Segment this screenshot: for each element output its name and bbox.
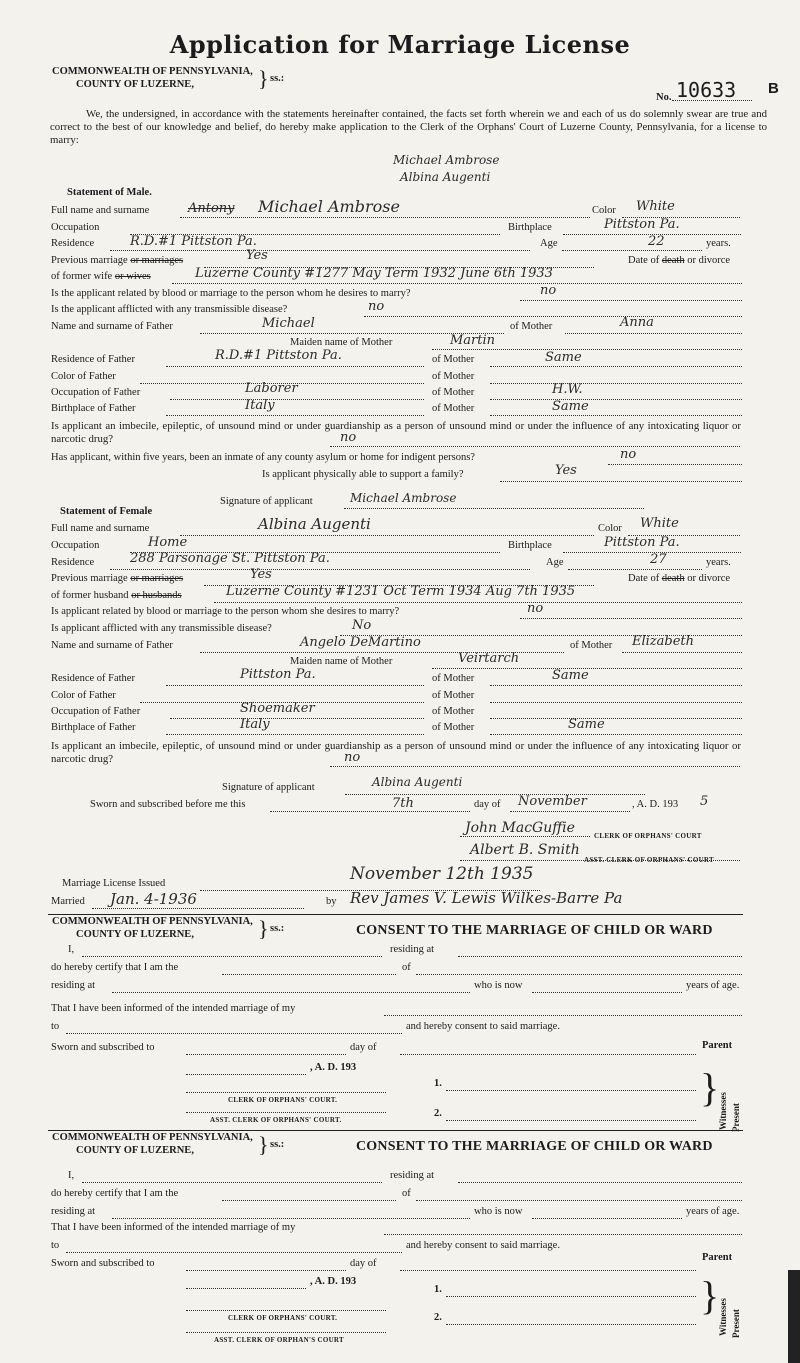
officiant-value: Rev James V. Lewis Wilkes-Barre Pa bbox=[350, 889, 623, 907]
consent2-sworn-label: Sworn and subscribed to bbox=[51, 1258, 155, 1269]
consent1-ad-label: , A. D. 193 bbox=[310, 1062, 357, 1073]
female-res-mother-value: Same bbox=[552, 668, 589, 683]
license-letter: B bbox=[768, 80, 779, 97]
male-father-name-label: Name and surname of Father bbox=[51, 321, 173, 332]
male-prev-marriage-label: Previous marriage or marriages bbox=[51, 255, 184, 266]
male-occ-father-value: Laborer bbox=[245, 381, 298, 396]
sworn-label: Sworn and subscribed before me this bbox=[90, 799, 246, 810]
consent2-witnesses-label: Witnesses bbox=[718, 1298, 728, 1336]
female-afflicted-value: No bbox=[352, 618, 372, 633]
male-imbecile-value: no bbox=[340, 430, 357, 445]
consent2-years-label: years of age. bbox=[686, 1206, 740, 1217]
female-maiden-value: Veirtarch bbox=[458, 651, 520, 666]
male-birth-mother-value: Same bbox=[552, 399, 589, 414]
female-res-mother-label: of Mother bbox=[432, 673, 475, 684]
male-prev-marriage-value: Yes bbox=[246, 248, 268, 263]
consent2-county: COUNTY OF LUZERNE, bbox=[76, 1145, 194, 1156]
consent1-to-label: to bbox=[51, 1021, 60, 1032]
consent1-clerk-label: CLERK OF ORPHANS' COURT. bbox=[228, 1096, 338, 1104]
consent2-of-label: of bbox=[402, 1188, 411, 1199]
clerk-label: CLERK OF ORPHANS' COURT bbox=[594, 832, 702, 840]
consent1-parent-label: Parent bbox=[702, 1040, 733, 1051]
male-res-mother-label: of Mother bbox=[432, 354, 475, 365]
female-birth-mother-label: of Mother bbox=[432, 722, 475, 733]
consent2-present-label: Present bbox=[731, 1309, 741, 1338]
female-related-value: no bbox=[527, 601, 544, 616]
county-label: COUNTY OF LUZERNE, bbox=[76, 79, 194, 90]
consent2-clerk-label: CLERK OF ORPHANS' COURT. bbox=[228, 1314, 338, 1322]
by-label: by bbox=[326, 896, 337, 907]
sworn-day-value: 7th bbox=[392, 796, 414, 811]
female-color-father-label: Color of Father bbox=[51, 690, 116, 701]
female-of-mother-label: of Mother bbox=[570, 640, 613, 651]
female-father-name-label: Name and surname of Father bbox=[51, 640, 173, 651]
female-occupation-value: Home bbox=[148, 535, 188, 550]
male-support-value: Yes bbox=[555, 463, 577, 478]
male-color-label: Color bbox=[592, 205, 616, 216]
male-full-name-struck: Antony bbox=[188, 201, 235, 216]
female-color-mother-label: of Mother bbox=[432, 690, 475, 701]
number-label: No. bbox=[656, 92, 672, 103]
female-heading: Statement of Female bbox=[60, 506, 153, 517]
asst-clerk-signature: Albert B. Smith bbox=[470, 842, 580, 858]
male-years-label: years. bbox=[706, 238, 731, 249]
female-res-father-label: Residence of Father bbox=[51, 673, 135, 684]
male-afflicted-value: no bbox=[368, 299, 385, 314]
female-maiden-label: Maiden name of Mother bbox=[290, 656, 393, 667]
male-maiden-label: Maiden name of Mother bbox=[290, 337, 393, 348]
male-related-value: no bbox=[540, 283, 557, 298]
female-residence-value: 288 Parsonage St. Pittston Pa. bbox=[130, 551, 330, 566]
consent2-certify-label: do hereby certify that I am the bbox=[51, 1188, 179, 1199]
male-color-mother-label: of Mother bbox=[432, 371, 475, 382]
male-birth-mother-label: of Mother bbox=[432, 403, 475, 414]
consent2-ad-label: , A. D. 193 bbox=[310, 1276, 357, 1287]
female-former-husband-label: of former husband or husbands bbox=[51, 590, 182, 601]
female-birth-mother-value: Same bbox=[568, 717, 605, 732]
consent2-n1: 1. bbox=[434, 1284, 442, 1295]
consent1-sworn-label: Sworn and subscribed to bbox=[51, 1042, 155, 1053]
male-age-value: 22 bbox=[648, 234, 665, 249]
male-birthplace-label: Birthplace bbox=[508, 222, 552, 233]
female-occ-father-value: Shoemaker bbox=[240, 701, 315, 716]
consent2-informed-label: That I have been informed of the intended marriage of my bbox=[51, 1222, 296, 1233]
consent1-years-label: years of age. bbox=[686, 980, 740, 991]
consent1-title: CONSENT TO THE MARRIAGE OF CHILD OR WARD bbox=[356, 923, 713, 938]
male-maiden-value: Martin bbox=[450, 333, 496, 348]
male-mother-name-value: Anna bbox=[620, 315, 654, 330]
male-occupation-label: Occupation bbox=[51, 222, 100, 233]
female-former-husband-value: Luzerne County #1231 Oct Term 1934 Aug 7th 1935 bbox=[226, 584, 576, 599]
consent1-witnesses-label: Witnesses bbox=[718, 1092, 728, 1130]
names-handwritten-2: Albina Augenti bbox=[400, 170, 491, 184]
female-date-divorce-label: Date of death or divorce bbox=[628, 573, 731, 584]
consent1-asst-clerk-label: ASST. CLERK OF ORPHANS' COURT. bbox=[210, 1116, 342, 1124]
sworn-day-of-label: day of bbox=[474, 799, 501, 810]
male-full-name-label: Full name and surname bbox=[51, 205, 150, 216]
consent2-i-label: I, bbox=[68, 1170, 75, 1181]
female-prev-marriage-label: Previous marriage or marriages bbox=[51, 573, 184, 584]
consent2-dayof-label: day of bbox=[350, 1258, 377, 1269]
consent2-commonwealth: COMMONWEALTH OF PENNSYLVANIA, bbox=[52, 1132, 253, 1143]
consent1-residing-label: residing at bbox=[390, 944, 435, 955]
brace: } bbox=[258, 66, 269, 91]
consent1-informed-label: That I have been informed of the intended marriage of my bbox=[51, 1003, 296, 1014]
consent2-n2: 2. bbox=[434, 1312, 442, 1323]
female-color-label: Color bbox=[598, 523, 622, 534]
male-of-mother-label: of Mother bbox=[510, 321, 553, 332]
female-signature-value: Albina Augenti bbox=[372, 775, 463, 789]
male-full-name-value: Michael Ambrose bbox=[258, 197, 400, 216]
consent1-ss: ss.: bbox=[270, 923, 285, 934]
ss-label: ss.: bbox=[270, 73, 285, 84]
male-inmate-value: no bbox=[620, 447, 637, 462]
male-afflicted-label: Is the applicant afflicted with any transmissible disease? bbox=[51, 304, 288, 315]
consent2-brace-right: } bbox=[700, 1273, 720, 1318]
male-imbecile-label: Is applicant an imbecile, epileptic, of unsound mind or under guardianship as a person of unsound mind or under the influence of any intoxicating liquor or narcotic drug? bbox=[51, 420, 741, 445]
male-color-father-label: Color of Father bbox=[51, 371, 116, 382]
female-signature-label: Signature of applicant bbox=[222, 782, 315, 793]
consent1-residing2-label: residing at bbox=[51, 980, 96, 991]
consent1-of-label: of bbox=[402, 962, 411, 973]
consent2-to-label: to bbox=[51, 1240, 60, 1251]
asst-clerk-label: ASST. CLERK OF ORPHANS' COURT bbox=[584, 856, 714, 864]
consent2-title: CONSENT TO THE MARRIAGE OF CHILD OR WARD bbox=[356, 1139, 713, 1154]
male-residence-label: Residence bbox=[51, 238, 95, 249]
issued-date-value: November 12th 1935 bbox=[350, 864, 534, 884]
female-imbecile-value: no bbox=[344, 750, 361, 765]
male-birthplace-value: Pittston Pa. bbox=[604, 217, 680, 232]
male-former-wife-label: of former wife or wives bbox=[51, 271, 151, 282]
female-birth-father-label: Birthplace of Father bbox=[51, 722, 136, 733]
commonwealth-label: COMMONWEALTH OF PENNSYLVANIA, bbox=[52, 66, 253, 77]
female-res-father-value: Pittston Pa. bbox=[240, 667, 316, 682]
male-occ-mother-value: H.W. bbox=[552, 382, 583, 397]
male-age-label: Age bbox=[540, 238, 558, 249]
male-former-wife-value: Luzerne County #1277 May Term 1932 June 6th 1933 bbox=[195, 266, 553, 281]
consent1-brace-right: } bbox=[700, 1065, 720, 1110]
male-related-label: Is the applicant related by blood or marriage to the person whom he desires to marry? bbox=[51, 288, 411, 299]
female-occupation-label: Occupation bbox=[51, 540, 100, 551]
male-date-divorce-label: Date of death or divorce bbox=[628, 255, 731, 266]
male-residence-value: R.D.#1 Pittston Pa. bbox=[130, 234, 257, 249]
clerk-signature: John MacGuffie bbox=[465, 820, 575, 836]
female-color-value: White bbox=[640, 516, 679, 531]
consent1-brace: } bbox=[258, 916, 269, 941]
male-color-value: White bbox=[636, 199, 675, 214]
consent1-county: COUNTY OF LUZERNE, bbox=[76, 929, 194, 940]
intro-paragraph: We, the undersigned, in accordance with the statements hereinafter contained, the facts set forth wherein we and each of us do solemnly swear are true and correct to the best of our knowledge and belief, do hereby make application to the Clerk of the Orphans' Court of Luzerne County, Pennsylvania, for a license to marry: bbox=[50, 108, 767, 146]
male-heading: Statement of Male. bbox=[67, 187, 152, 198]
female-residence-label: Residence bbox=[51, 557, 95, 568]
consent1-present-label: Present bbox=[731, 1103, 741, 1132]
female-afflicted-label: Is applicant afflicted with any transmissible disease? bbox=[51, 623, 272, 634]
male-occ-mother-label: of Mother bbox=[432, 387, 475, 398]
consent1-n1: 1. bbox=[434, 1078, 442, 1089]
names-handwritten-1: Michael Ambrose bbox=[393, 153, 500, 167]
consent1-dayof-label: day of bbox=[350, 1042, 377, 1053]
female-years-label: years. bbox=[706, 557, 731, 568]
married-label: Married bbox=[51, 896, 85, 907]
male-occ-father-label: Occupation of Father bbox=[51, 387, 141, 398]
male-res-father-label: Residence of Father bbox=[51, 354, 135, 365]
sworn-ad-label: , A. D. 193 bbox=[632, 799, 679, 810]
male-signature-label: Signature of applicant bbox=[220, 496, 313, 507]
male-father-name-value: Michael bbox=[262, 316, 315, 331]
male-res-father-value: R.D.#1 Pittston Pa. bbox=[215, 348, 342, 363]
female-age-value: 27 bbox=[650, 552, 667, 567]
consent2-residing-label: residing at bbox=[390, 1170, 435, 1181]
female-prev-marriage-value: Yes bbox=[250, 567, 272, 582]
female-related-label: Is applicant related by blood or marriage to the person whom she desires to marry? bbox=[51, 606, 400, 617]
consent2-residing2-label: residing at bbox=[51, 1206, 96, 1217]
female-birthplace-label: Birthplace bbox=[508, 540, 552, 551]
sworn-month-value: November bbox=[518, 794, 587, 809]
consent2-parent-label: Parent bbox=[702, 1252, 733, 1263]
consent1-hereby-label: and hereby consent to said marriage. bbox=[406, 1021, 560, 1032]
married-date-value: Jan. 4-1936 bbox=[110, 890, 197, 908]
male-support-label: Is applicant physically able to support a family? bbox=[262, 469, 464, 480]
female-full-name-value: Albina Augenti bbox=[258, 515, 371, 533]
male-inmate-label: Has applicant, within five years, been an inmate of any county asylum or home for indigent persons? bbox=[51, 452, 475, 463]
male-signature-value: Michael Ambrose bbox=[350, 491, 457, 505]
consent2-brace: } bbox=[258, 1132, 269, 1157]
female-imbecile-label: Is applicant an imbecile, epileptic, of unsound mind or under guardianship as a person of unsound mind or under the influence of any intoxicating liquor or narcotic drug? bbox=[51, 740, 741, 765]
consent2-who-label: who is now bbox=[474, 1206, 523, 1217]
female-full-name-label: Full name and surname bbox=[51, 523, 150, 534]
female-father-name-value: Angelo DeMartino bbox=[300, 635, 421, 650]
consent1-commonwealth: COMMONWEALTH OF PENNSYLVANIA, bbox=[52, 916, 253, 927]
consent2-asst-clerk-label: ASST. CLERK OF ORPHAN'S COURT bbox=[214, 1336, 344, 1344]
form-title: Application for Marriage License bbox=[169, 30, 631, 59]
consent2-hereby-label: and hereby consent to said marriage. bbox=[406, 1240, 560, 1251]
license-number: 10633 bbox=[676, 78, 737, 102]
consent1-i-label: I, bbox=[68, 944, 75, 955]
male-birth-father-label: Birthplace of Father bbox=[51, 403, 136, 414]
consent2-ss: ss.: bbox=[270, 1139, 285, 1150]
female-birth-father-value: Italy bbox=[240, 717, 270, 732]
scan-edge-shadow bbox=[788, 1270, 800, 1363]
consent1-certify-label: do hereby certify that I am the bbox=[51, 962, 179, 973]
female-mother-name-value: Elizabeth bbox=[632, 634, 695, 649]
male-birth-father-value: Italy bbox=[245, 398, 275, 413]
female-occ-father-label: Occupation of Father bbox=[51, 706, 141, 717]
issued-label: Marriage License Issued bbox=[62, 878, 166, 889]
male-res-mother-value: Same bbox=[545, 350, 582, 365]
consent1-who-label: who is now bbox=[474, 980, 523, 991]
female-occ-mother-label: of Mother bbox=[432, 706, 475, 717]
sworn-year-digit: 5 bbox=[700, 794, 709, 809]
consent1-n2: 2. bbox=[434, 1108, 442, 1119]
female-age-label: Age bbox=[546, 557, 564, 568]
female-birthplace-value: Pittston Pa. bbox=[604, 535, 680, 550]
